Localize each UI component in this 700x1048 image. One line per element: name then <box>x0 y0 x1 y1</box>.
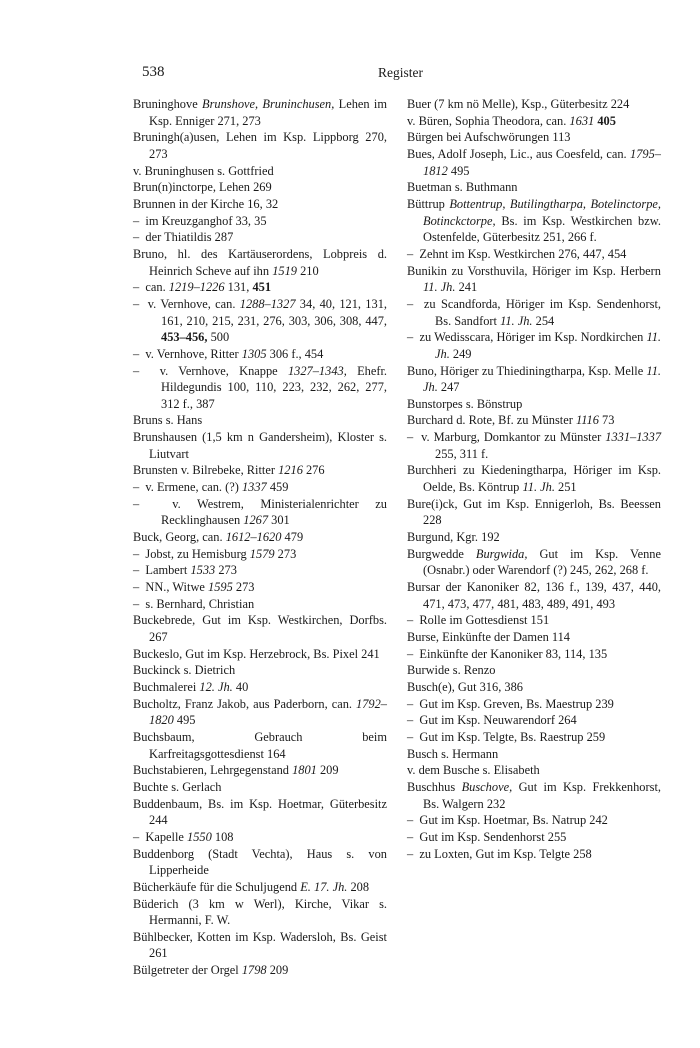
entry-text: Einkünfte der Kanoniker 83, 114, 135 <box>419 646 608 661</box>
entry-text: 249 <box>449 346 472 361</box>
entry-text: Bs. im Ksp. Westkirchen bzw. Ostenfelde, Güterbesitz 251, 266 f. <box>423 213 661 245</box>
entry-text: Bühlbecker, Kotten im Ksp. Wadersloh, Bs. Geist 261 <box>133 929 387 961</box>
index-entry <box>407 779 661 812</box>
entry-text: v. Marburg, Domkantor zu Münster <box>421 430 606 445</box>
index-subentry <box>133 579 387 596</box>
index-subentry <box>407 296 661 329</box>
entry-text: 273 <box>215 563 237 578</box>
index-subentry <box>407 846 661 863</box>
entry-text: v. Büren, Sophia Theodora, can. <box>407 113 570 128</box>
entry-text: Bunstorpes s. Bönstrup <box>407 396 523 411</box>
index-subentry <box>407 646 661 663</box>
index-entry <box>133 129 387 162</box>
index-entry <box>407 113 661 130</box>
index-subentry <box>133 279 387 296</box>
index-entry <box>133 896 387 929</box>
entry-text: can. <box>145 280 169 295</box>
entry-text: Gut im Ksp. Neuwarendorf 264 <box>419 713 577 728</box>
entry-text: 479 <box>281 530 304 545</box>
index-entry <box>407 263 661 296</box>
subentry-dash: – <box>407 296 424 311</box>
index-entry <box>133 246 387 279</box>
index-subentry <box>407 429 661 462</box>
entry-text: Bottentrup, Butilingtharpa, Botelinctorpe, Botinckctorpe, <box>423 196 661 228</box>
index-subentry <box>133 562 387 579</box>
entry-text: Gut im Ksp. Hoetmar, Bs. Natrup 242 <box>419 813 608 828</box>
entry-text: Kapelle <box>145 829 188 844</box>
entry-text: Buchsbaum, Gebrauch beim Karfreitagsgottesdienst 164 <box>133 729 387 761</box>
index-entry <box>407 746 661 763</box>
index-subentry <box>407 696 661 713</box>
entry-text: 1792–1820 <box>149 696 387 728</box>
entry-text: Burse, Einkünfte der Damen 114 <box>407 630 570 644</box>
entry-text: Buchstabieren, Lehrgegenstand <box>133 763 293 778</box>
entry-text: Bülgetreter der Orgel <box>133 963 242 978</box>
subentry-dash: – <box>407 829 420 844</box>
entry-text: Brunnen in der Kirche 16, 32 <box>133 196 279 211</box>
entry-text: Busch(e), Gut 316, 386 <box>407 679 523 694</box>
entry-text: 495 <box>173 713 196 728</box>
entry-text: Büttrup <box>407 196 450 211</box>
entry-text: v. Vernhove, can. <box>147 296 240 311</box>
entry-text: 301 <box>268 513 290 528</box>
entry-text: 1219–1226 <box>168 280 225 295</box>
index-entry <box>133 679 387 696</box>
entry-text: Buckebrede, Gut im Ksp. Westkirchen, Dorfbs. 267 <box>133 613 387 644</box>
index-entry <box>133 929 387 962</box>
entry-text: Gut im Ksp. Venne (Osnabr.) oder Warendorf (?) 245, 262, 268 f. <box>423 546 661 578</box>
subentry-dash: – <box>133 280 146 295</box>
index-entry <box>133 762 387 779</box>
entry-text: 40 <box>232 679 249 694</box>
entry-text: v. Ermene, can. (?) <box>145 480 242 495</box>
entry-text: Buddenbaum, Bs. im Ksp. Hoetmar, Güterbesitz 244 <box>133 796 387 828</box>
subentry-dash: – <box>133 496 173 511</box>
entry-text: Buer (7 km nö Melle), Ksp., Güterbesitz 224 <box>407 97 630 111</box>
subentry-dash: – <box>407 846 420 861</box>
entry-text: Bürgen bei Aufschwörungen 113 <box>407 130 571 145</box>
entry-text: 11. Jh. <box>423 280 456 295</box>
index-entry <box>133 962 387 979</box>
entry-text: 1533 <box>190 563 216 578</box>
entry-text: 254 <box>532 313 555 328</box>
entry-text: Bruningh(a)usen, Lehen im Ksp. Lippborg 270, 273 <box>133 130 387 161</box>
entry-text: E. 17. Jh. <box>300 879 348 894</box>
index-subentry <box>133 346 387 363</box>
index-entry <box>133 696 387 729</box>
entry-text: Burgund, Kgr. 192 <box>407 530 500 545</box>
entry-text: 459 <box>266 480 289 495</box>
index-entry <box>133 879 387 896</box>
entry-text: 241 <box>455 280 478 295</box>
entry-text: der Thiatildis 287 <box>145 230 234 245</box>
index-subentry <box>407 712 661 729</box>
subentry-dash: – <box>407 613 420 628</box>
entry-text: Gut im Ksp. Greven, Bs. Maestrup 239 <box>419 696 614 711</box>
entry-text: Bure(i)ck, Gut im Ksp. Ennigerloh, Bs. Beessen 228 <box>407 496 661 528</box>
entry-text: Burchard d. Rote, Bf. zu Münster <box>407 413 576 428</box>
entry-text: v. Vernhove, Ritter <box>145 346 242 361</box>
entry-text: Bruno, hl. des Kartäuserordens, Lobpreis d. Heinrich Scheve auf ihn <box>133 246 387 278</box>
index-entry <box>407 179 661 196</box>
entry-text: 251 <box>554 480 577 495</box>
index-entry <box>407 363 661 396</box>
entry-text: Burwide s. Renzo <box>407 663 496 678</box>
index-subentry <box>133 229 387 246</box>
index-entry <box>407 762 661 779</box>
index-entry <box>133 796 387 829</box>
entry-text: 1327–1343, <box>287 363 347 378</box>
index-subentry <box>133 546 387 563</box>
entry-text: Gut im Ksp. Sendenhorst 255 <box>419 829 567 844</box>
entry-text: 405 <box>597 113 616 128</box>
entry-text: Bues, Adolf Joseph, Lic., aus Coesfeld, can. <box>407 146 631 161</box>
entry-text: 12. Jh. <box>199 679 233 694</box>
entry-text: 34, 40, 121, 131, 161, 210, 215, 231, 276, 303, 306, 308, 447, <box>161 296 387 328</box>
entry-text: 1550 <box>187 829 212 844</box>
entry-text: v. dem Busche s. Elisabeth <box>407 763 540 778</box>
entry-text: Buckinck s. Dietrich <box>133 663 236 678</box>
index-column-left <box>133 96 387 979</box>
entry-text: 273 <box>274 546 297 561</box>
index-column-right <box>407 96 661 862</box>
index-subentry <box>407 729 661 746</box>
entry-text: Buddenborg (Stadt Vechta), Haus s. von Lipperheide <box>133 846 387 878</box>
entry-text: NN., Witwe <box>145 580 208 595</box>
entry-text: 108 <box>211 829 234 844</box>
entry-text: 208 <box>347 879 370 894</box>
index-entry <box>133 612 387 645</box>
entry-text: Büderich (3 km w Werl), Kirche, Vikar s. Hermanni, F. W. <box>133 896 387 928</box>
subentry-dash: – <box>407 813 420 828</box>
index-entry <box>133 412 387 429</box>
index-subentry <box>407 812 661 829</box>
index-entry <box>407 546 661 579</box>
index-entry <box>407 129 661 146</box>
subentry-dash: – <box>133 563 146 578</box>
subentry-dash: – <box>133 596 146 611</box>
running-head: Register <box>378 65 423 80</box>
subentry-dash: – <box>407 696 420 711</box>
entry-text: 1305 <box>241 346 267 361</box>
entry-text: 255, 311 f. <box>435 446 489 461</box>
entry-text: Bucholtz, Franz Jakob, aus Paderborn, can. <box>133 696 357 711</box>
entry-text: 209 <box>266 963 289 978</box>
entry-text: 1267 <box>243 513 269 528</box>
subentry-dash: – <box>407 246 420 261</box>
entry-text: 1631 <box>569 113 595 128</box>
index-entry <box>133 729 387 762</box>
entry-text: Brunshove, Bruninchusen, <box>202 97 335 111</box>
index-subentry <box>133 213 387 230</box>
subentry-dash: – <box>133 213 146 228</box>
entry-text: Buno, Höriger zu Thiediningtharpa, Ksp. Melle <box>407 363 647 378</box>
entry-text: Buetman s. Buthmann <box>407 180 518 195</box>
subentry-dash: – <box>133 546 146 561</box>
index-entry <box>133 462 387 479</box>
entry-text: Bücherkäufe für die Schuljugend <box>133 879 301 894</box>
entry-text: 306 f., 454 <box>266 346 324 361</box>
index-entry <box>407 412 661 429</box>
entry-text: v. Westrem, Ministerialenrichter zu Recklinghausen <box>161 496 388 528</box>
index-subentry <box>407 329 661 362</box>
entry-text: 1519 <box>272 263 297 278</box>
subentry-dash: – <box>133 346 146 361</box>
entry-text: Brun(n)inctorpe, Lehen 269 <box>133 180 272 195</box>
subentry-dash: – <box>133 363 160 378</box>
entry-text: 1337 <box>241 480 267 495</box>
entry-text: 276 <box>302 463 325 478</box>
entry-text: 247 <box>437 380 460 395</box>
index-subentry <box>133 479 387 496</box>
entry-text: Lambert <box>145 563 191 578</box>
subentry-dash: – <box>407 646 420 661</box>
index-subentry <box>407 612 661 629</box>
entry-text: 1116 <box>575 413 599 428</box>
index-entry <box>133 846 387 879</box>
index-entry <box>133 163 387 180</box>
entry-text: 1795–1812 <box>423 146 661 178</box>
entry-text: 131, <box>224 280 253 295</box>
entry-text: 11. Jh. <box>435 330 662 361</box>
entry-text: 210 <box>296 263 319 278</box>
index-entry <box>407 529 661 546</box>
index-entry <box>133 646 387 663</box>
entry-text: Ehefr. Hildegundis 100, 110, 223, 232, 262, 277, 312 f., 387 <box>161 363 388 411</box>
entry-text: Buschhus <box>407 779 462 794</box>
index-entry <box>407 146 661 179</box>
page-number: 538 <box>142 64 165 80</box>
entry-text: zu Wedisscara, Höriger im Ksp. Nordkirchen <box>419 330 647 345</box>
entry-text: v. Vernhove, Knappe <box>159 363 288 378</box>
index-entry <box>133 429 387 462</box>
entry-text: Buckeslo, Gut im Ksp. Herzebrock, Bs. Pixel 241 <box>133 646 380 661</box>
subentry-dash: – <box>407 713 420 728</box>
entry-text: 73 <box>598 413 615 428</box>
entry-text: 495 <box>447 163 470 178</box>
index-entry <box>133 196 387 213</box>
subentry-dash: – <box>407 729 420 744</box>
index-subentry <box>133 596 387 613</box>
subentry-dash: – <box>133 580 146 595</box>
entry-text: Lehen im Ksp. Enniger 271, 273 <box>149 97 387 128</box>
index-entry <box>133 96 387 129</box>
entry-text: 273 <box>232 580 255 595</box>
entry-text: 11. Jh. <box>500 313 533 328</box>
entry-text: Gut im Ksp. Telgte, Bs. Raestrup 259 <box>419 729 606 744</box>
index-entry <box>407 396 661 413</box>
index-entry <box>407 629 661 646</box>
subentry-dash: – <box>133 230 146 245</box>
entry-text: 1579 <box>249 546 275 561</box>
index-subentry <box>133 363 387 413</box>
entry-text: Gut im Ksp. Frekkenhorst, Bs. Walgern 232 <box>423 779 661 811</box>
index-entry <box>133 179 387 196</box>
entry-text: Burgwedde <box>407 546 476 561</box>
entry-text: Brunshausen (1,5 km n Gandersheim), Kloster s. Liutvart <box>133 430 387 461</box>
entry-text: Busch s. Hermann <box>407 746 499 761</box>
entry-text: Bursar der Kanoniker 82, 136 f., 139, 437, 440, 471, 473, 477, 481, 483, 489, 491, 493 <box>407 580 661 611</box>
entry-text: Burchheri zu Kiedeningtharpa, Höriger im Ksp. Oelde, Bs. Köntrup <box>407 463 661 495</box>
subentry-dash: – <box>133 829 146 844</box>
entry-text: zu Loxten, Gut im Ksp. Telgte 258 <box>419 846 592 861</box>
index-entry <box>407 579 661 612</box>
entry-text: im Kreuzganghof 33, 35 <box>145 213 267 228</box>
entry-text: Brunsten v. Bilrebeke, Ritter <box>133 463 279 478</box>
entry-text: 209 <box>316 763 339 778</box>
entry-text: Rolle im Gottesdienst 151 <box>419 613 550 628</box>
entry-text: s. Bernhard, Christian <box>145 596 255 611</box>
entry-text: 453–456, <box>161 330 208 345</box>
index-entry <box>407 679 661 696</box>
entry-text: 1801 <box>292 763 317 778</box>
entry-text: 500 <box>207 330 230 345</box>
entry-text: 1216 <box>278 463 303 478</box>
entry-text: Buchte s. Gerlach <box>133 779 222 794</box>
entry-text: Jobst, zu Hemisburg <box>145 546 250 561</box>
index-entry <box>407 96 661 113</box>
entry-text: Buchmalerei <box>133 679 200 694</box>
index-entry <box>407 662 661 679</box>
subentry-dash: – <box>407 330 420 345</box>
index-entry <box>407 196 661 246</box>
index-entry <box>133 529 387 546</box>
entry-text: 1331–1337 <box>605 430 662 445</box>
index-subentry <box>133 296 387 346</box>
entry-text: Bunikin zu Vorsthuvila, Höriger im Ksp. Herbern <box>407 263 661 278</box>
entry-text: Zehnt im Ksp. Westkirchen 276, 447, 454 <box>419 246 627 261</box>
subentry-dash: – <box>407 430 422 445</box>
entry-text: 1595 <box>208 580 233 595</box>
entry-text: 1612–1620 <box>225 530 282 545</box>
index-subentry <box>407 246 661 263</box>
entry-text: Burgwida, <box>475 546 528 561</box>
entry-text: Bruninghove <box>133 97 203 111</box>
index-subentry <box>133 829 387 846</box>
entry-text: zu Scandforda, Höriger im Ksp. Sendenhorst, Bs. Sandfort <box>423 296 661 328</box>
subentry-dash: – <box>133 480 146 495</box>
entry-text: Buck, Georg, can. <box>133 530 226 545</box>
entry-text: 11. Jh. <box>423 363 661 395</box>
index-subentry <box>133 496 387 529</box>
entry-text: 1288–1327 <box>239 296 296 311</box>
subentry-dash: – <box>133 296 148 311</box>
index-entry <box>133 662 387 679</box>
entry-text: Bruns s. Hans <box>133 413 203 428</box>
index-subentry <box>407 829 661 846</box>
entry-text: 1798 <box>241 963 267 978</box>
entry-text: 451 <box>252 280 272 295</box>
index-entry <box>407 462 661 495</box>
index-entry <box>133 779 387 796</box>
entry-text: 11. Jh. <box>522 480 555 495</box>
index-entry <box>407 496 661 529</box>
entry-text: v. Bruninghusen s. Gottfried <box>133 163 274 178</box>
entry-text: Buschove, <box>461 779 513 794</box>
